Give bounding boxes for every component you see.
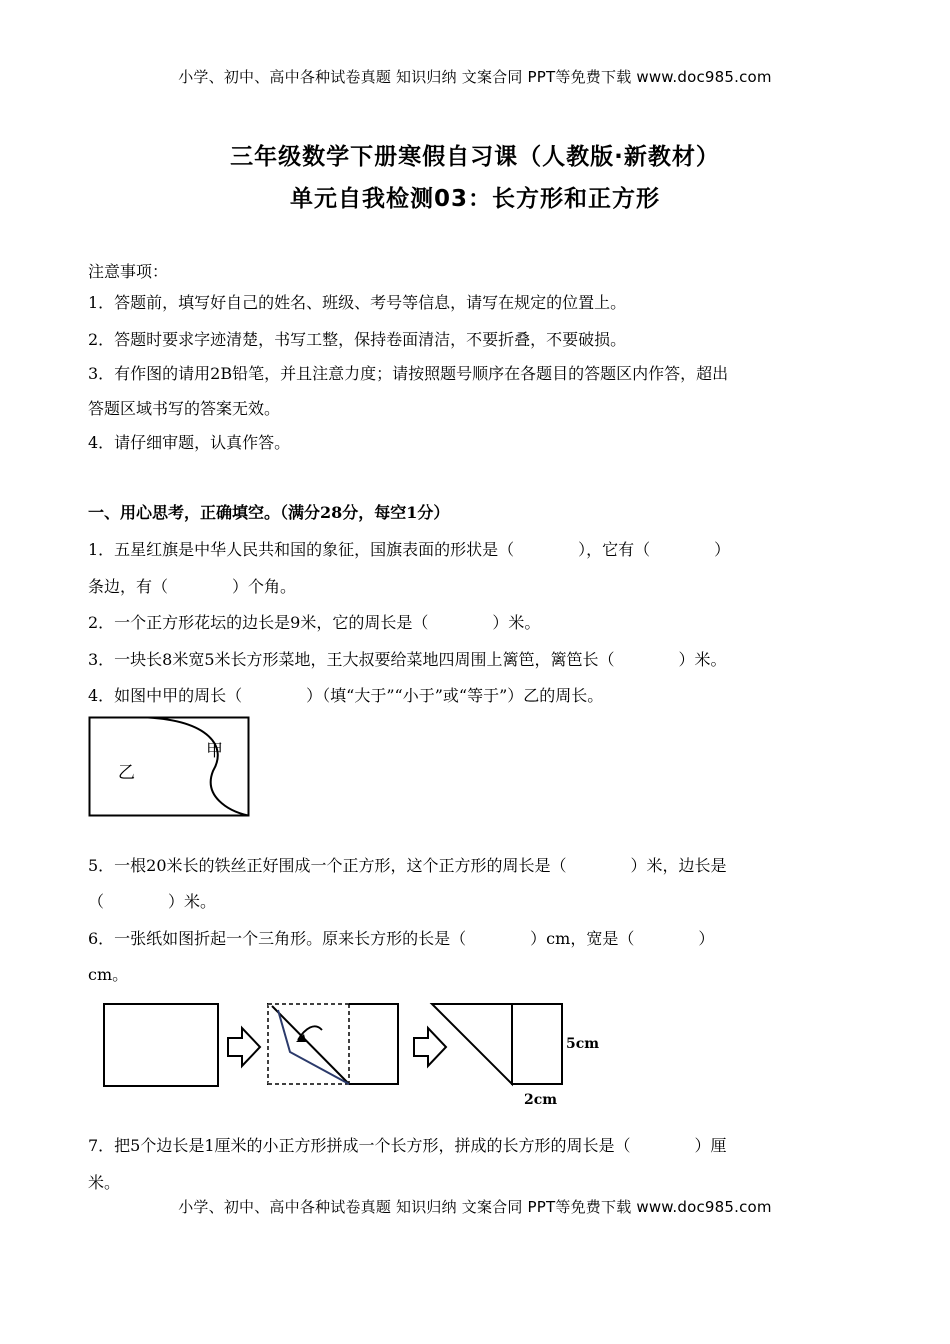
notes-item-4: 4．请仔细审题，认真作答。 [88,433,291,452]
notes-item-3-cont: 答题区域书写的答案无效。 [88,399,281,418]
question-6: 6．一张纸如图折起一个三角形。原来长方形的长是（ ）cm，宽是（ ） [88,929,715,948]
figure-q6-diagonal [272,1006,349,1084]
page-title: 三年级数学下册寒假自习课（人教版·新教材） [230,144,720,170]
question-7: 7．把5个边长是1厘米的小正方形拼成一个长方形，拼成的长方形的周长是（ ）厘 [88,1136,727,1155]
figure-q6-label-width: 2cm [524,1092,558,1108]
notes-item-2: 2．答题时要求字迹清楚，书写工整，保持卷面清洁，不要折叠，不要破损。 [88,330,627,349]
figure-q4-label-jia: 甲 [206,741,223,761]
figure-q6-arrow-2 [414,1028,446,1066]
figure-q6-rect-3 [512,1004,562,1084]
figure-q6-label-height: 5cm [566,1036,600,1052]
question-7-cont: 米。 [88,1173,121,1192]
question-3: 3．一块长8米宽5米长方形菜地，王大叔要给菜地四周围上篱笆，篱笆长（ ）米。 [88,650,727,669]
header-banner: 小学、初中、高中各种试卷真题 知识归纳 文案合同 PPT等免费下载 www.doc985.com [178,68,772,86]
question-1-cont: 条边，有（ ）个角。 [88,577,297,596]
figure-q4 [88,716,250,817]
question-2: 2．一个正方形花坛的边长是9米，它的周长是（ ）米。 [88,613,541,632]
figure-q6 [100,1000,610,1110]
section-heading: 一、用心思考，正确填空。（满分28分，每空1分） [88,503,450,522]
figure-q4-curve [148,718,248,816]
question-5-cont: （ ）米。 [88,892,217,911]
question-1: 1．五星红旗是中华人民共和国的象征，国旗表面的形状是（ ），它有（ ） [88,540,731,559]
figure-q4-label-yi: 乙 [118,763,135,783]
question-5: 5．一根20米长的铁丝正好围成一个正方形，这个正方形的周长是（ ）米，边长是 [88,856,727,875]
notes-heading: 注意事项： [88,262,169,281]
question-6-cont: cm。 [88,965,129,984]
notes-item-1: 1．答题前，填写好自己的姓名、班级、考号等信息，请写在规定的位置上。 [88,293,627,312]
figure-q6-rect-1 [104,1004,218,1086]
figure-q6-arrow-1 [228,1028,260,1066]
page-subtitle: 单元自我检测03：长方形和正方形 [289,186,660,212]
notes-item-3: 3．有作图的请用2B铅笔，并且注意力度；请按照题号顺序在各题目的答题区内作答，超出 [88,364,729,383]
figure-q4-rect [90,718,249,816]
footer-banner: 小学、初中、高中各种试卷真题 知识归纳 文案合同 PPT等免费下载 www.doc985.com [178,1198,772,1216]
question-4: 4．如图中甲的周长（ ）（填“大于”“小于”或“等于”）乙的周长。 [88,686,604,705]
